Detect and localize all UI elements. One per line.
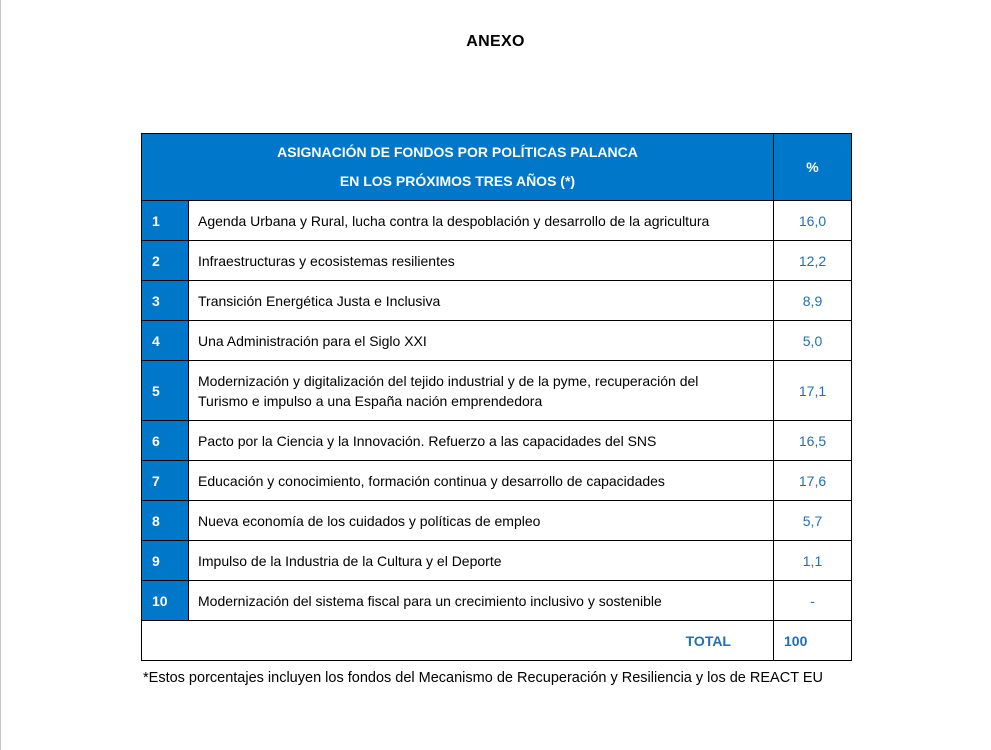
row-number: 3	[142, 281, 189, 321]
page-title: ANEXO	[466, 33, 525, 50]
table-row	[142, 461, 852, 501]
row-description: Nueva economía de los cuidados y políticas de empleo	[189, 501, 774, 541]
row-percent: 17,1	[774, 361, 852, 421]
row-description: Impulso de la Industria de la Cultura y el Deporte	[189, 541, 774, 581]
total-value: 100	[774, 621, 852, 661]
table-row	[142, 321, 852, 361]
funds-table	[141, 133, 852, 661]
row-number: 1	[142, 201, 189, 241]
row-number: 5	[142, 361, 189, 421]
header-line-1: ASIGNACIÓN DE FONDOS POR POLÍTICAS PALANCA	[277, 144, 638, 160]
table-row	[142, 201, 852, 241]
row-percent: 1,1	[774, 541, 852, 581]
row-number: 2	[142, 241, 189, 281]
table-row	[142, 581, 852, 621]
table-row	[142, 501, 852, 541]
total-row	[142, 621, 852, 661]
row-percent: 8,9	[774, 281, 852, 321]
table-row	[142, 361, 852, 421]
header-line-2: EN LOS PRÓXIMOS TRES AÑOS (*)	[339, 173, 576, 189]
row-percent: 16,5	[774, 421, 852, 461]
row-description: Transición Energética Justa e Inclusiva	[189, 281, 774, 321]
row-description: Pacto por la Ciencia y la Innovación. Refuerzo a las capacidades del SNS	[189, 421, 774, 461]
row-number: 7	[142, 461, 189, 501]
row-description: Educación y conocimiento, formación continua y desarrollo de capacidades	[189, 461, 774, 501]
table-row	[142, 241, 852, 281]
page-edge	[0, 0, 1, 750]
row-description: Modernización del sistema fiscal para un crecimiento inclusivo y sostenible	[189, 581, 774, 621]
table-header-title	[142, 134, 774, 201]
table-row	[142, 281, 852, 321]
row-description: Infraestructuras y ecosistemas resilientes	[189, 241, 774, 281]
row-percent: -	[774, 581, 852, 621]
row-percent: 17,6	[774, 461, 852, 501]
row-description	[189, 361, 774, 421]
table-row	[142, 421, 852, 461]
row-description-line-1: Modernización y digitalización del tejido industrial y de la pyme, recuperación del	[198, 372, 699, 389]
row-percent: 16,0	[774, 201, 852, 241]
row-number: 4	[142, 321, 189, 361]
row-number: 10	[142, 581, 189, 621]
row-description: Una Administración para el Siglo XXI	[189, 321, 774, 361]
table-header-row	[142, 134, 852, 201]
row-percent: 5,0	[774, 321, 852, 361]
total-label: TOTAL	[142, 621, 774, 661]
row-number: 9	[142, 541, 189, 581]
header-percent: %	[774, 134, 852, 201]
table-row	[142, 541, 852, 581]
row-description: Agenda Urbana y Rural, lucha contra la despoblación y desarrollo de la agricultura	[189, 201, 774, 241]
row-percent: 5,7	[774, 501, 852, 541]
row-description-line-2: Turismo e impulso a una España nación emprendedora	[198, 392, 543, 409]
footnote: *Estos porcentajes incluyen los fondos del Mecanismo de Recuperación y Resiliencia y los de REACT EU	[143, 670, 823, 686]
row-number: 6	[142, 421, 189, 461]
row-number: 8	[142, 501, 189, 541]
row-percent: 12,2	[774, 241, 852, 281]
